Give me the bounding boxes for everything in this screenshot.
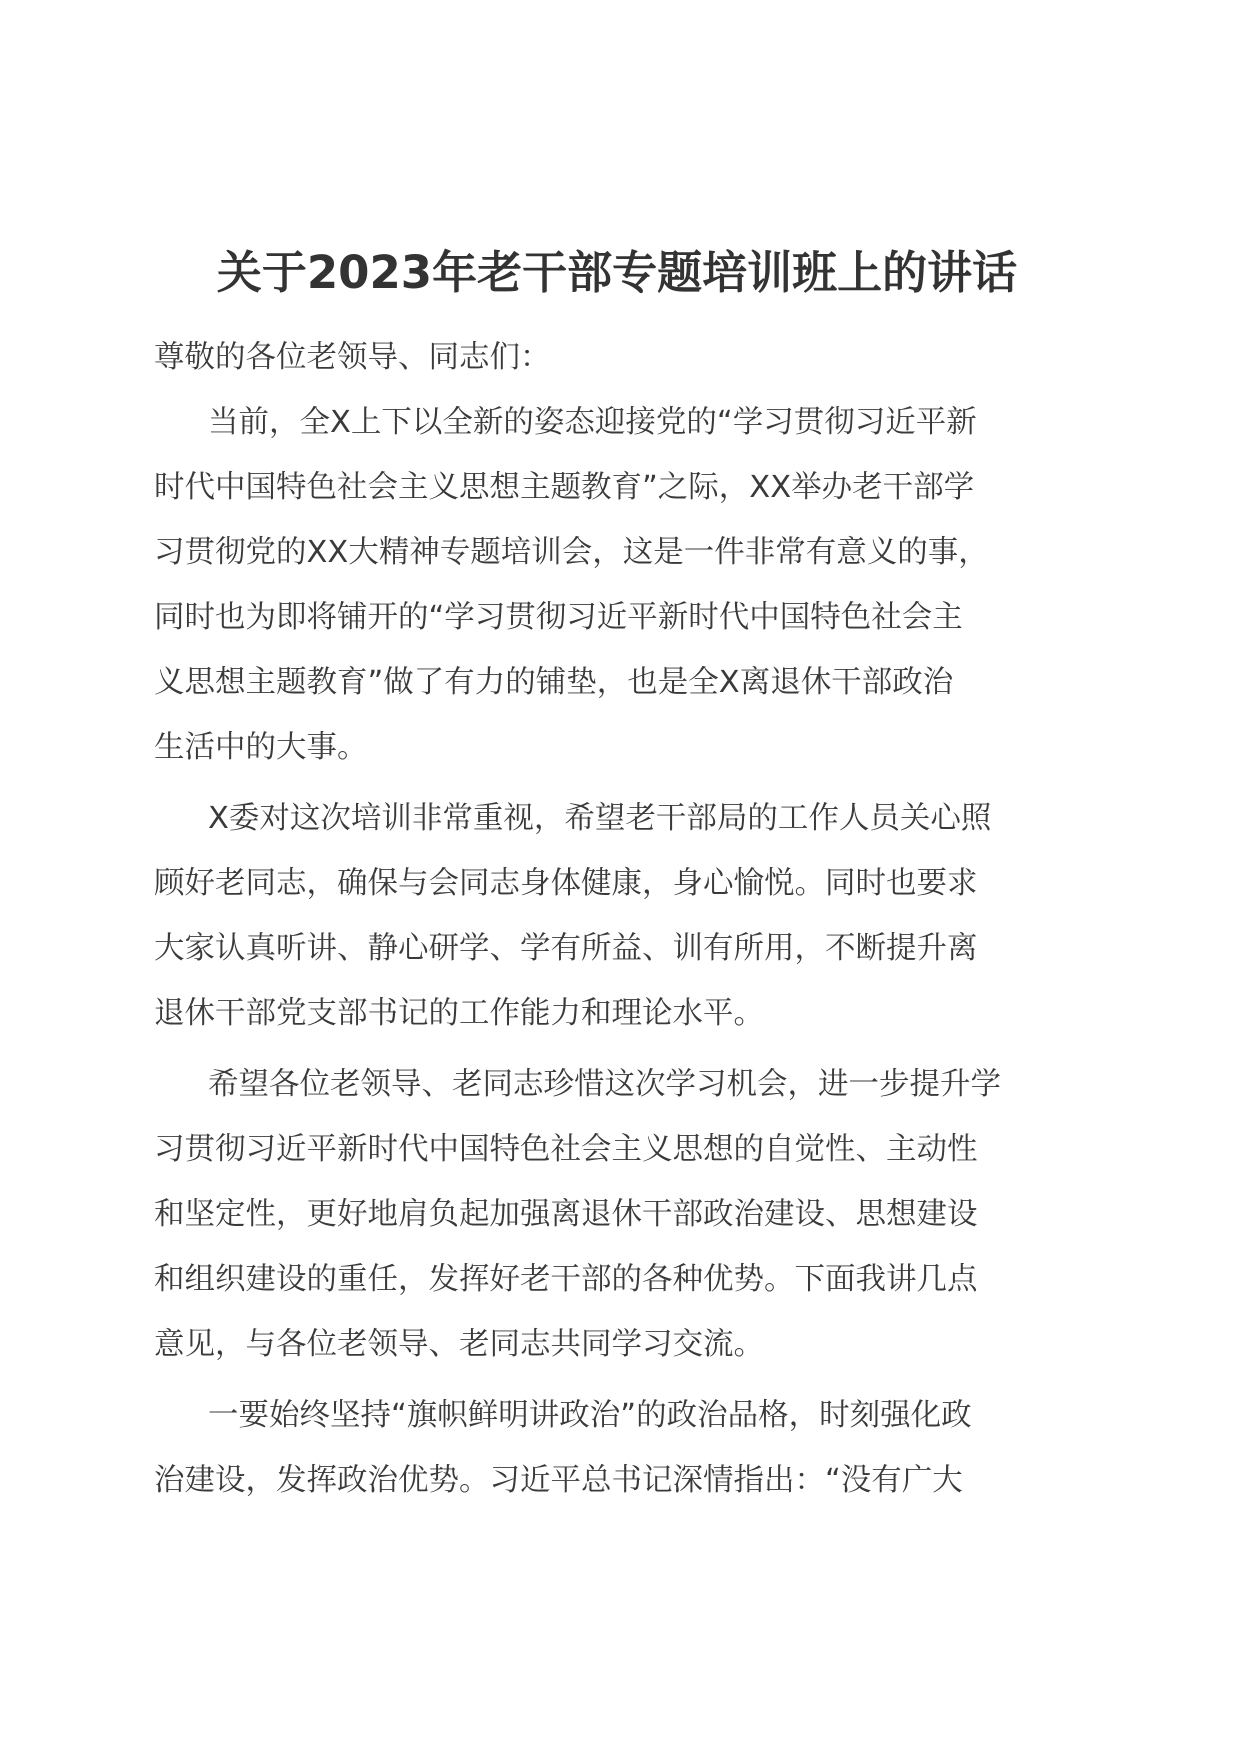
paragraph-line: 生活中的大事。	[154, 730, 368, 765]
paragraph-line: 顾好老同志，确保与会同志身体健康，身心愉悦。同时也要求	[154, 866, 978, 901]
paragraph-line: 和组织建设的重任，发挥好老干部的各种优势。下面我讲几点	[154, 1262, 978, 1297]
salutation: 尊敬的各位老领导、同志们：	[154, 340, 551, 375]
paragraph-4	[154, 1383, 1084, 1513]
paragraph-line: 希望各位老领导、老同志珍惜这次学习机会，进一步提升学	[208, 1067, 1001, 1102]
paragraph-line: 大家认真听讲、静心研学、学有所益、训有所用，不断提升离	[154, 931, 978, 966]
paragraph-line: X委对这次培训非常重视，希望老干部局的工作人员关心照	[208, 801, 992, 836]
paragraph-line: 习贯彻党的XX大精神专题培训会，这是一件非常有意义的事，	[154, 535, 989, 570]
paragraph-line: 和坚定性，更好地肩负起加强离退休干部政治建设、思想建设	[154, 1197, 978, 1232]
paragraph-line: 一要始终坚持“旗帜鲜明讲政治”的政治品格，时刻强化政	[208, 1398, 972, 1433]
paragraph-line: 同时也为即将铺开的“学习贯彻习近平新时代中国特色社会主	[154, 600, 963, 635]
paragraph-3	[154, 1052, 1084, 1377]
paragraph-line: 时代中国特色社会主义思想主题教育”之际，XX举办老干部学	[154, 470, 975, 505]
paragraph-2	[154, 786, 1084, 1046]
paragraph-line: 意见，与各位老领导、老同志共同学习交流。	[154, 1327, 764, 1362]
paragraph-line: 义思想主题教育”做了有力的铺垫，也是全X离退休干部政治	[154, 665, 954, 700]
paragraph-line: 退休干部党支部书记的工作能力和理论水平。	[154, 996, 764, 1031]
paragraph-1	[154, 390, 1084, 780]
paragraph-line: 当前，全X上下以全新的姿态迎接党的“学习贯彻习近平新	[208, 405, 977, 440]
paragraph-line: 治建设，发挥政治优势。习近平总书记深情指出：“没有广大	[154, 1463, 963, 1498]
document-title: 关于2023年老干部专题培训班上的讲话	[216, 246, 1018, 299]
paragraph-line: 习贯彻习近平新时代中国特色社会主义思想的自觉性、主动性	[154, 1132, 978, 1167]
document-body	[154, 242, 1084, 1519]
